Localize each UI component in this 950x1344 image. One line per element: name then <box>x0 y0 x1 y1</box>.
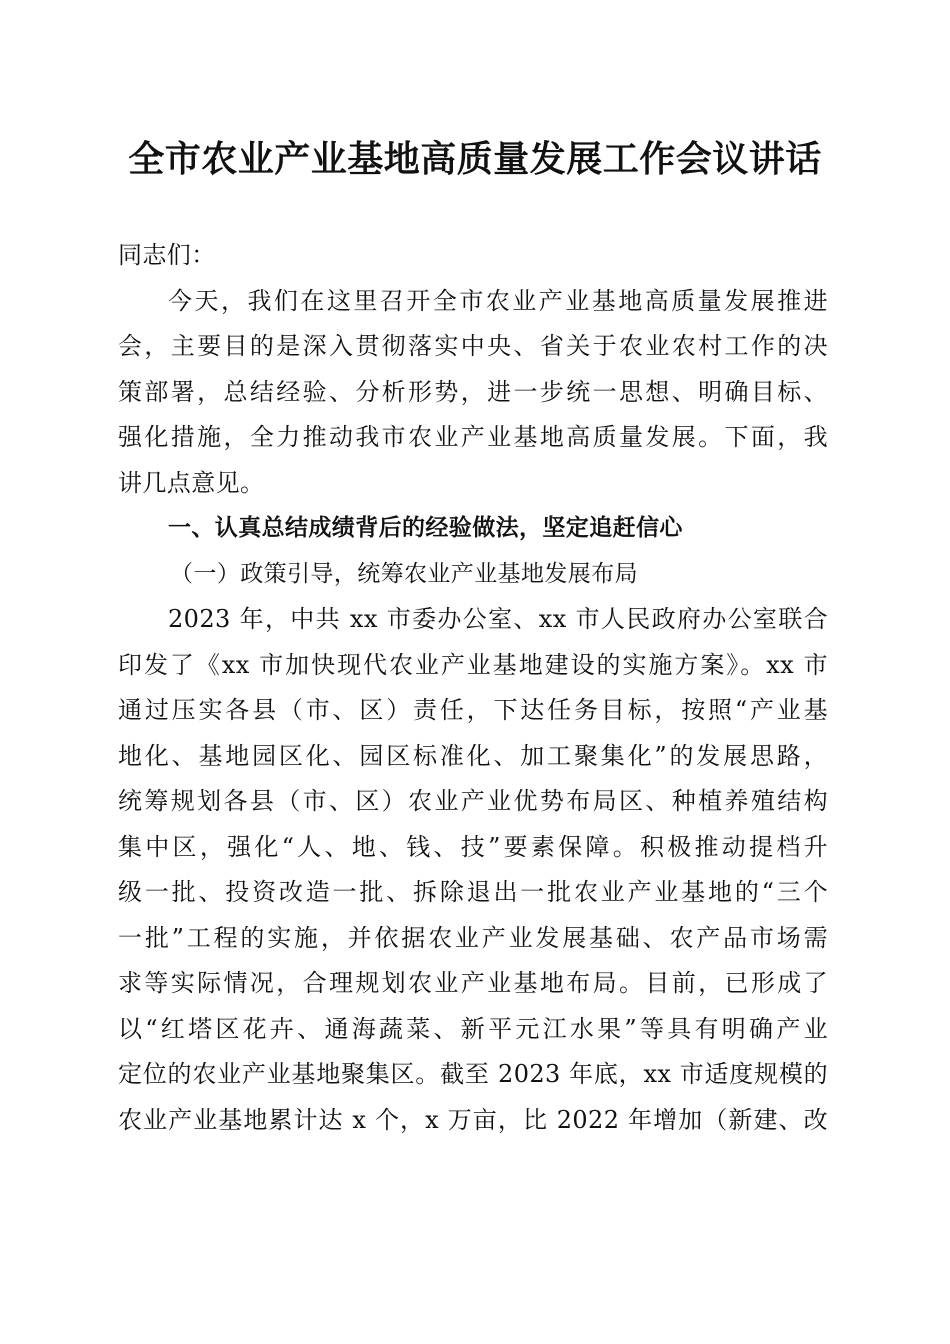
paragraph-line: 2023 年，中共 xx 市委办公室、xx 市人民政府办公室联合 <box>168 605 828 633</box>
paragraph-line: 一批”工程的实施，并依据农业产业发展基础、农产品市场需 <box>118 923 828 952</box>
document-body <box>118 233 828 1143</box>
paragraph-line: 集中区，强化“人、地、钱、技”要素保障。积极推动提档升 <box>118 832 828 861</box>
paragraph-line: 定位的农业产业基地聚集区。截至 2023 年底，xx 市适度规模的 <box>118 1060 828 1088</box>
paragraph-line: 统筹规划各县（市、区）农业产业优势布局区、种植养殖结构 <box>118 787 828 815</box>
intro-line: 今天，我们在这里召开全市农业产业基地高质量发展推进 <box>168 286 828 315</box>
paragraph-line: 地化、基地园区化、园区标准化、加工聚集化”的发展思路， <box>118 741 828 770</box>
paragraph-line: 农业产业基地累计达 x 个，x 万亩，比 2022 年增加（新建、改 <box>118 1105 828 1134</box>
paragraph-line: 级一批、投资改造一批、拆除退出一批农业产业基地的“三个 <box>118 878 828 906</box>
greeting: 同志们： <box>118 241 216 269</box>
document-title: 全市农业产业基地高质量发展工作会议讲话 <box>128 139 822 180</box>
section-heading-1: 一、认真总结成绩背后的经验做法，坚定追赶信心 <box>168 515 683 541</box>
paragraph-line: 印发了《xx 市加快现代农业产业基地建设的实施方案》。xx 市 <box>118 650 828 679</box>
subsection-heading-1-1: （一）政策引导，统筹农业产业基地发展布局 <box>170 560 638 587</box>
intro-line: 讲几点意见。 <box>118 468 265 497</box>
intro-line: 会，主要目的是深入贯彻落实中央、省关于农业农村工作的决 <box>118 332 828 360</box>
paragraph-line: 通过压实各县（市、区）责任，下达任务目标，按照“产业基 <box>118 696 828 724</box>
intro-line: 强化措施，全力推动我市农业产业基地高质量发展。下面，我 <box>118 423 828 451</box>
paragraph-line: 以“红塔区花卉、通海蔬菜、新平元江水果”等具有明确产业 <box>118 1014 828 1043</box>
paragraph-line: 求等实际情况，合理规划农业产业基地布局。目前，已形成了 <box>118 969 828 997</box>
intro-line: 策部署，总结经验、分析形势，进一步统一思想、明确目标、 <box>118 377 828 406</box>
